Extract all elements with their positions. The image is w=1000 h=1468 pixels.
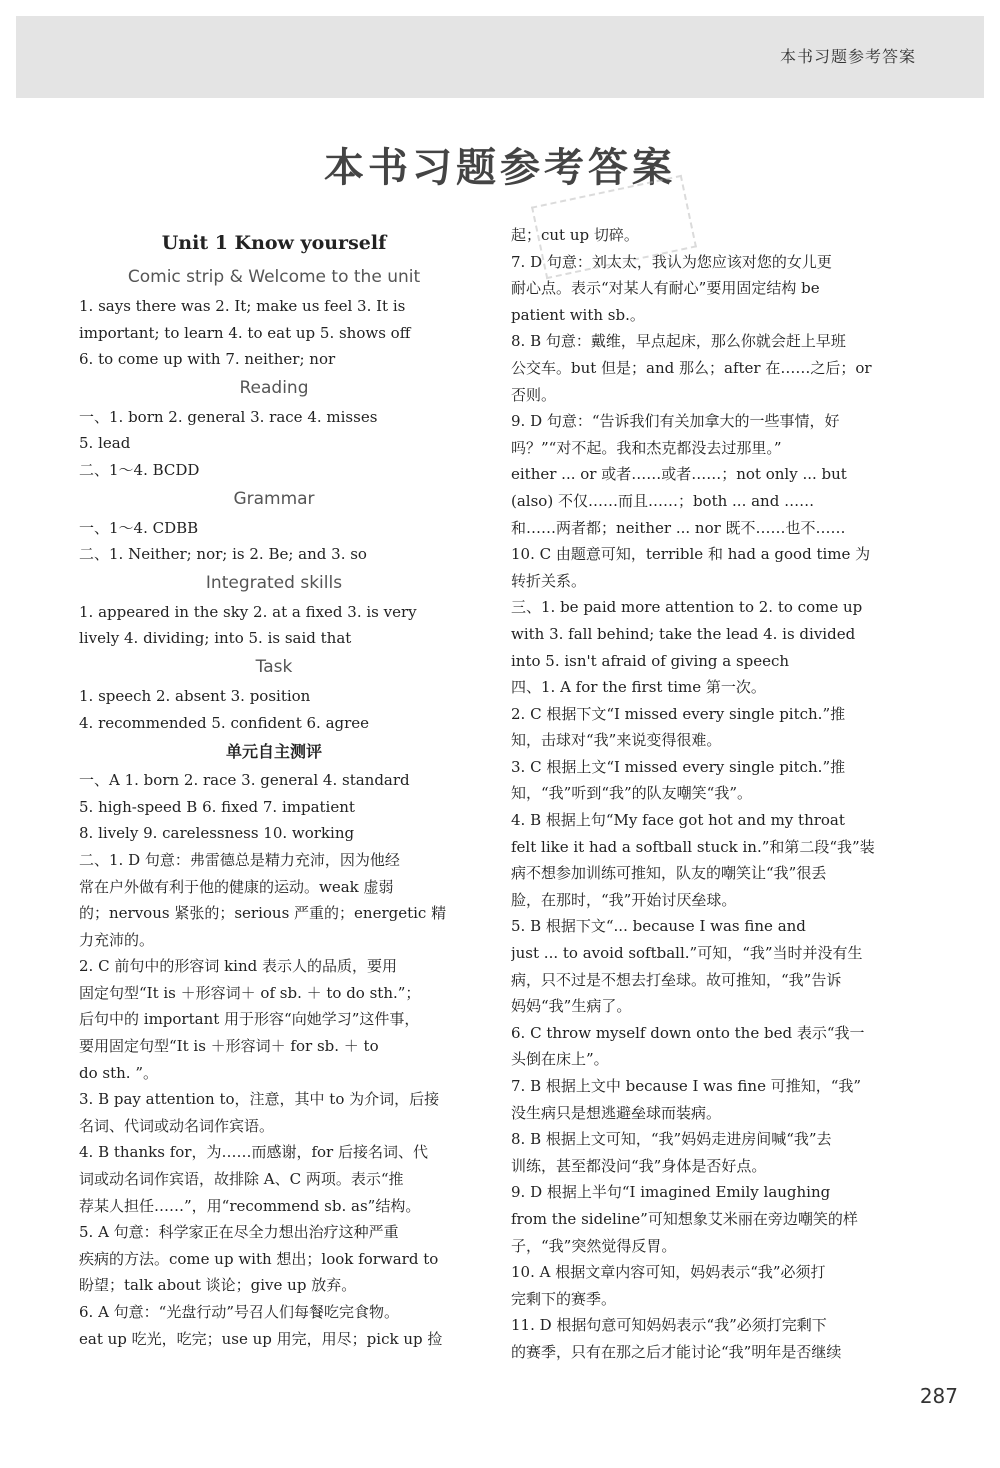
- answer-line: 完剩下的赛季。: [511, 1289, 617, 1308]
- header-label: 本书习题参考答案: [779, 47, 916, 66]
- answer-line: 10. A 根据文章内容可知，妈妈表示“我”必须打: [511, 1263, 826, 1282]
- answer-line: 3. C 根据上文“I missed every single pitch.”推: [511, 757, 846, 776]
- right-lines: [511, 222, 899, 1366]
- answer-line: 力充沛的。: [79, 930, 155, 949]
- answer-line: 5. B 根据下文“... because I was fine and: [511, 917, 806, 936]
- answer-line: either ... or 或者……或者……；not only ... but: [511, 465, 847, 484]
- answer-line: 词或动名词作宾语，故排除 A、C 两项。表示“推: [79, 1170, 404, 1189]
- answer-line: 1. says there was 2. It; make us feel 3. It is: [79, 297, 406, 315]
- section-heading: Grammar: [233, 488, 315, 509]
- answer-line: 6. C throw myself down onto the bed 表示“我一: [511, 1023, 865, 1042]
- left-column: [79, 224, 469, 1352]
- answer-line: 4. B thanks for，为……而感谢，for 后接名词、代: [79, 1143, 428, 1162]
- answer-line: 一、A 1. born 2. race 3. general 4. standard: [79, 771, 410, 790]
- answer-line: from the sideline”可知想象艾米丽在旁边嘲笑的样: [511, 1209, 858, 1228]
- answer-line: 5. lead: [79, 434, 131, 453]
- answer-line: 1. speech 2. absent 3. position: [79, 686, 311, 705]
- answer-line: 4. recommended 5. confident 6. agree: [79, 713, 370, 732]
- answer-line: 1. appeared in the sky 2. at a fixed 3. is very: [79, 602, 417, 621]
- answer-line: 后句中的 important 用于形容“向她学习”这件事，: [79, 1010, 420, 1029]
- answer-line: 二、1. D 句意：弗雷德总是精力充沛，因为他经: [79, 850, 400, 869]
- answer-line: 二、1. Neither; nor; is 2. Be; and 3. so: [79, 545, 367, 564]
- answer-line: 常在户外做有利于他的健康的运动。weak 虚弱: [79, 877, 394, 896]
- answer-line: 的；nervous 紧张的；serious 严重的；energetic 精: [79, 904, 447, 923]
- answer-line: 6. to come up with 7. neither; nor: [79, 350, 336, 369]
- answer-line: 知，击球对“我”来说变得很难。: [511, 731, 722, 750]
- answer-line: 2. C 根据下文“I missed every single pitch.”推: [511, 704, 846, 723]
- page-number: 287: [919, 1384, 958, 1408]
- answer-line: 否则。: [511, 385, 557, 404]
- section-heading: Integrated skills: [205, 572, 343, 593]
- answer-line: 起；cut up 切碎。: [511, 226, 639, 244]
- answer-line: just ... to avoid softball.”可知，“我”当时并没有生: [511, 944, 863, 963]
- answer-line: 固定句型“It is ＋形容词＋ of sb. ＋ to do sth.”；: [79, 983, 421, 1002]
- answer-line: important; to learn 4. to eat up 5. shows off: [79, 323, 411, 342]
- answer-line: 疾病的方法。come up with 想出；look forward to: [79, 1249, 439, 1268]
- answer-line: 8. B 根据上文可知，“我”妈妈走进房间喊“我”去: [511, 1130, 832, 1149]
- answer-line: 4. B 根据上句“My face got hot and my throat: [511, 811, 845, 830]
- answer-line: 子，“我”突然觉得反胃。: [511, 1236, 677, 1255]
- answer-line: 名词、代词或动名词作宾语。: [79, 1116, 275, 1135]
- answer-line: 吗？”“对不起。我和杰克都没去过那里。”: [511, 438, 782, 457]
- answer-line: 一、1～4. CDBB: [79, 518, 199, 537]
- answer-line: 8. lively 9. carelessness 10. working: [79, 824, 355, 843]
- answer-line: lively 4. dividing; into 5. is said that: [79, 629, 352, 648]
- answer-line: 脸，在那时，“我”开始讨厌垒球。: [511, 890, 737, 909]
- answer-line: 7. B 根据上文中 because I was fine 可推知，“我”: [511, 1077, 862, 1095]
- answer-line: 10. C 由题意可知，terrible 和 had a good time 为: [511, 545, 871, 564]
- section-heading: Comic strip & Welcome to the unit: [127, 267, 421, 287]
- answer-line: with 3. fall behind; take the lead 4. is divided: [511, 624, 856, 643]
- answer-line: patient with sb.。: [511, 305, 645, 324]
- answer-line: (also) 不仅……而且……；both ... and ……: [511, 491, 815, 510]
- answer-line: 9. D 句意：“告诉我们有关加拿大的一些事情，好: [511, 412, 840, 431]
- answer-line: 病不想参加训练可推知，队友的嘲笑让“我”很丢: [511, 864, 827, 883]
- answer-line: into 5. isn't afraid of giving a speech: [511, 651, 790, 670]
- section-heading: Reading: [239, 377, 309, 398]
- answer-line: 训练，甚至都没问“我”身体是否好点。: [511, 1156, 767, 1175]
- answer-line: 病，只不过是不想去打垒球。故可推知，“我”告诉: [511, 970, 842, 989]
- unit-title: Unit 1 Know yourself: [161, 232, 387, 254]
- answer-line: 三、1. be paid more attention to 2. to come up: [511, 598, 863, 617]
- answer-line: 6. A 句意：“光盘行动”号召人们每餐吃完食物。: [79, 1303, 400, 1321]
- answer-line: 头倒在床上”。: [511, 1050, 609, 1069]
- answer-line: 荐某人担任……”，用“recommend sb. as”结构。: [79, 1196, 421, 1215]
- answer-line: 要用固定句型“It is ＋形容词＋ for sb. ＋ to: [79, 1037, 379, 1056]
- answer-line: 转折关系。: [511, 571, 587, 590]
- answer-line: 5. A 句意：科学家正在尽全力想出治疗这种严重: [79, 1223, 399, 1242]
- answer-line: do sth. ”。: [79, 1063, 158, 1082]
- answer-line: 二、1～4. BCDD: [79, 460, 200, 479]
- answer-line: 8. B 句意：戴维，早点起床，那么你就会赶上早班: [511, 332, 846, 351]
- answer-line: 9. D 根据上半句“I imagined Emily laughing: [511, 1183, 831, 1202]
- answer-line: 3. B pay attention to，注意，其中 to 为介词，后接: [79, 1090, 440, 1109]
- answer-line: felt like it had a softball stuck in.”和第二段“我”装: [511, 837, 875, 856]
- section-heading: Task: [255, 656, 293, 677]
- answer-line: 7. D 句意：刘太太，我认为您应该对您的女儿更: [511, 252, 832, 271]
- answer-line: 没生病只是想逃避垒球而装病。: [511, 1103, 722, 1122]
- answer-line: eat up 吃光，吃完；use up 用完，用尽；pick up 捡: [79, 1329, 443, 1348]
- answer-line: 和……两者都；neither ... nor 既不……也不……: [511, 518, 846, 537]
- answer-line: 公交车。but 但是；and 那么；after 在……之后；or: [511, 358, 872, 377]
- answer-line: 知，“我”听到“我”的队友嘲笑“我”。: [511, 784, 753, 803]
- answer-line: 盼望；talk about 谈论；give up 放弃。: [79, 1276, 357, 1295]
- answer-line: 5. high-speed B 6. fixed 7. impatient: [79, 797, 355, 816]
- answer-line: 一、1. born 2. general 3. race 4. misses: [79, 407, 378, 426]
- answer-line: 2. C 前句中的形容词 kind 表示人的品质，要用: [79, 957, 398, 976]
- answer-line: 四、1. A for the first time 第一次。: [511, 678, 766, 697]
- answer-line: 耐心点。表示“对某人有耐心”要用固定结构 be: [511, 279, 820, 298]
- answer-line: 的赛季，只有在那之后才能讨论“我”明年是否继续: [511, 1342, 842, 1361]
- section-heading: 单元自主测评: [225, 742, 322, 762]
- right-column: [511, 222, 899, 1366]
- left-sections: [79, 262, 469, 1352]
- page-title: 本书习题参考答案: [324, 145, 676, 191]
- answer-line: 妈妈“我”生病了。: [511, 997, 632, 1016]
- answer-line: 11. D 根据句意可知妈妈表示“我”必须打完剩下: [511, 1316, 827, 1335]
